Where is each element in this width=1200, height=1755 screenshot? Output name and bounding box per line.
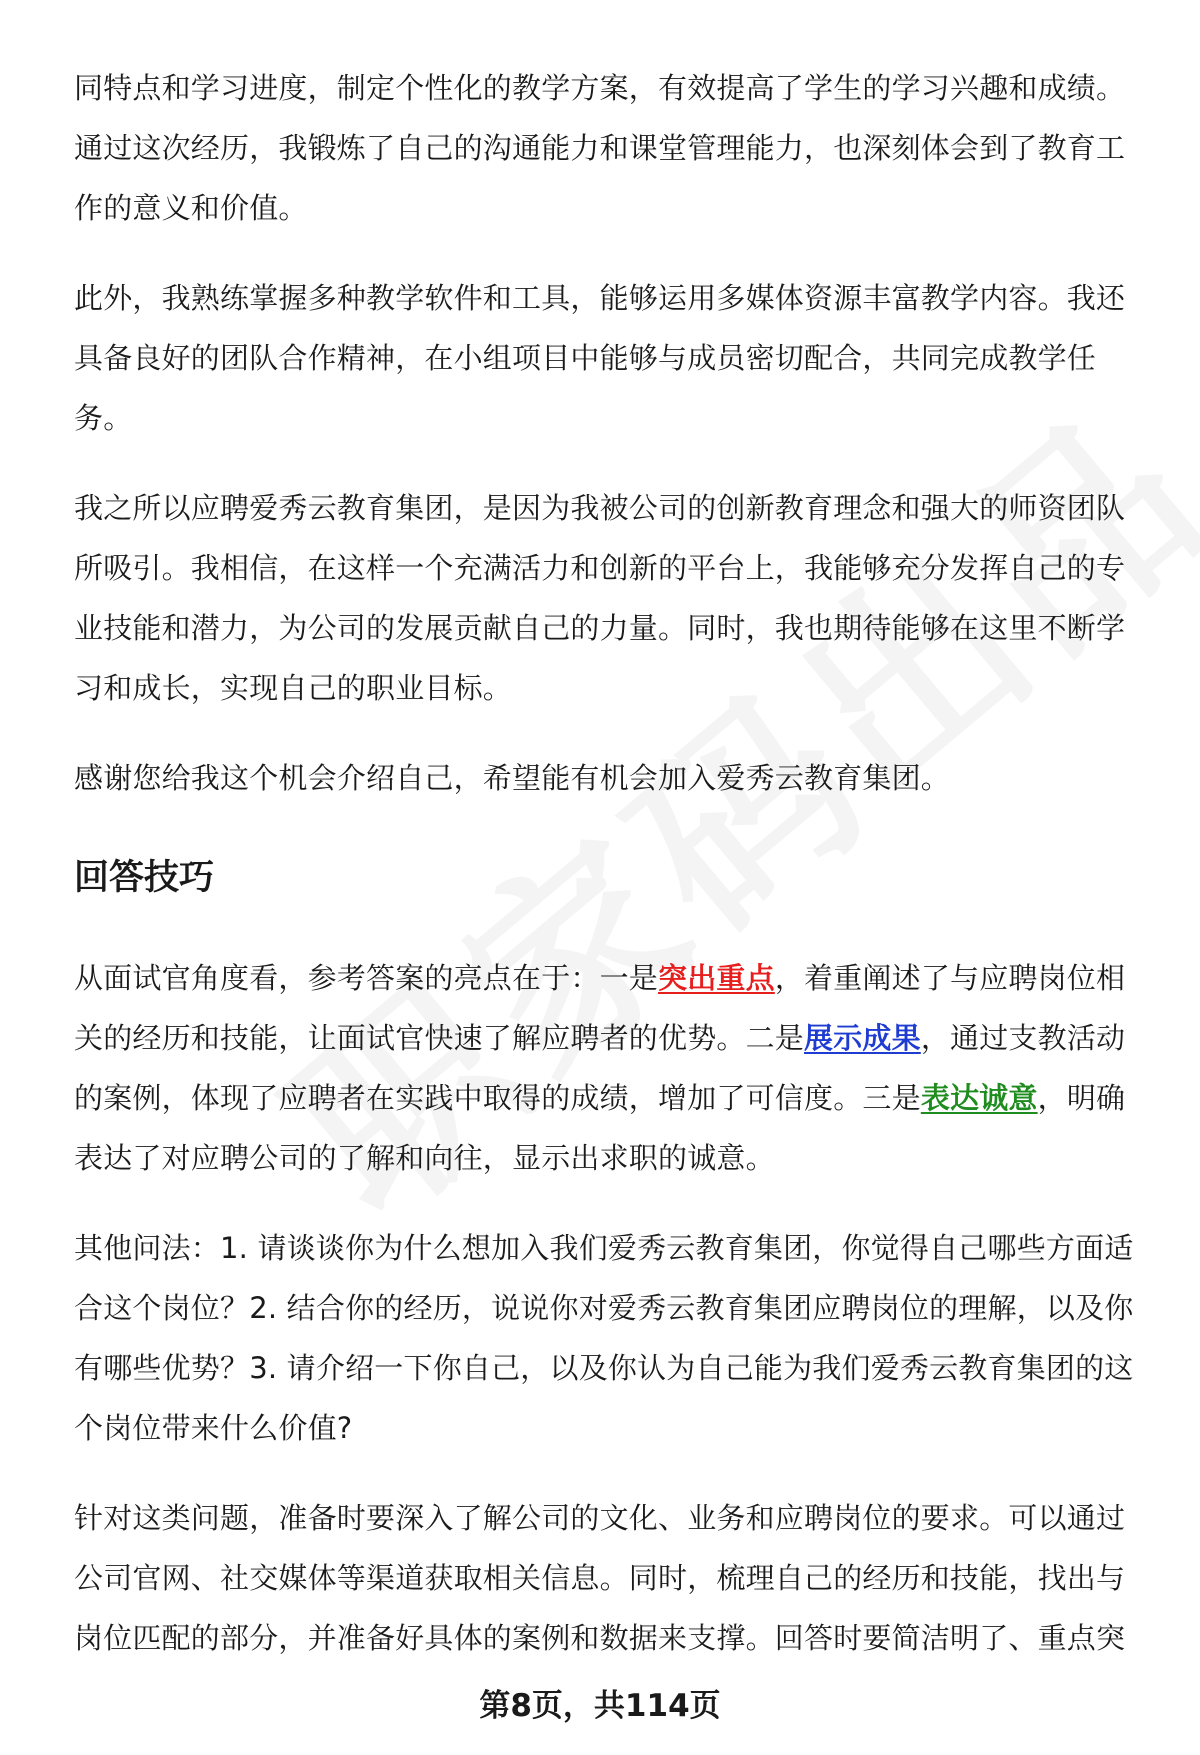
tips-text: 从面试官角度看，参考答案的亮点在于：一是 [74,961,659,995]
highlight-results: 展示成果 [804,1021,921,1055]
paragraph-experience: 同特点和学习进度，制定个性化的教学方案，有效提高了学生的学习兴趣和成绩。通过这次经历，我锻炼了自己的沟通能力和课堂管理能力，也深刻体会到了教育工作的意义和价值。 [74,71,1126,225]
tips-text: ，通过支教活动的案例，体现了应聘者在实践中取得的成绩，增加了可信度。三是 [74,1021,1126,1115]
paragraph-advice: 针对这类问题，准备时要深入了解公司的文化、业务和应聘岗位的要求。可以通过公司官网、社交媒体等渠道获取相关信息。同时，梳理自己的经历和技能，找出与岗位匹配的部分，并准备好具体的案例和数据来支撑。回答时要简洁明了、重点突 [74,1501,1126,1655]
tips-text: ，着重阐述了与应聘岗位相关的经历和技能，让面试官快速了解应聘者的优势。二是 [74,961,1126,1055]
paragraph-thanks: 感谢您给我这个机会介绍自己，希望能有机会加入爱秀云教育集团。 [74,761,951,795]
tips-text: ，明确表达了对应聘公司的了解和向往，显示出求职的诚意。 [74,1081,1126,1175]
paragraph-tips [74,948,1154,1188]
paragraph-other-questions: 其他问法：1. 请谈谈你为什么想加入我们爱秀云教育集团，你觉得自己哪些方面适合这个岗位？2. 结合你的经历，说说你对爱秀云教育集团应聘岗位的理解，以及你有哪些优势？3. 请介绍一下你自己，以及你认为自己能为我们爱秀云教育集团的这个岗位带来什么价值? [74,1231,1134,1445]
section-heading: 回答技巧 [74,858,215,898]
highlight-sincerity: 表达诚意 [920,1081,1038,1115]
page-number-footer: 第8页，共114页 [479,1688,721,1724]
paragraph-skills: 此外，我熟练掌握多种教学软件和工具，能够运用多媒体资源丰富教学内容。我还具备良好的团队合作精神，在小组项目中能够与成员密切配合，共同完成教学任务。 [74,281,1126,435]
document-body [74,58,1154,1698]
highlight-key-point: 突出重点 [658,961,775,995]
paragraph-motivation: 我之所以应聘爱秀云教育集团，是因为我被公司的创新教育理念和强大的师资团队所吸引。我相信，在这样一个充满活力和创新的平台上，我能够充分发挥自己的专业技能和潜力，为公司的发展贡献自己的力量。同时，我也期待能够在这里不断学习和成长，实现自己的职业目标。 [74,491,1126,705]
